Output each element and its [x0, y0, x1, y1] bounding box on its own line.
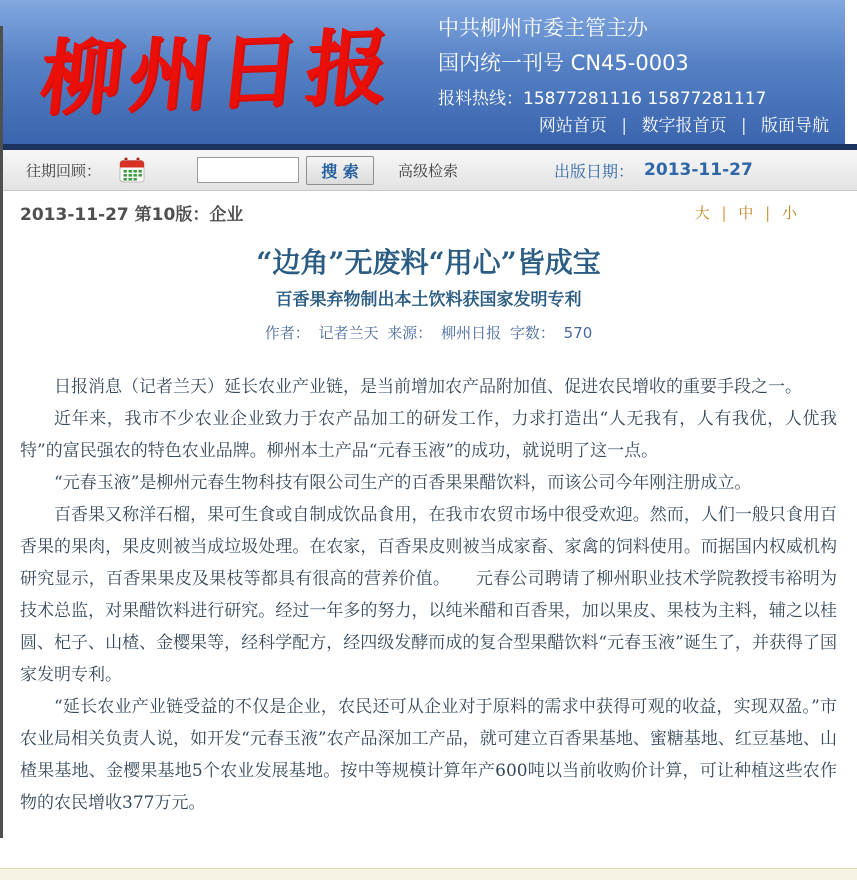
publish-date-label: 出版日期： [554, 161, 635, 181]
source-label: 来源： [387, 324, 433, 342]
author-label: 作者： [264, 324, 310, 342]
paragraph: 日报消息（记者兰天）延长农业产业链，是当前增加农产品附加值、促进农民增收的重要手段之一。 [54, 377, 802, 397]
article-subtitle: 百香果弃物制出本土饮料获国家发明专利 [275, 290, 582, 310]
article-meta-row [0, 191, 857, 225]
issn-line: 国内统一刊号 CN45-0003 [438, 51, 689, 75]
publish-date-value: 2013-11-27 [644, 160, 753, 180]
wordcount-value: 570 [563, 324, 593, 342]
article-title: “边角”无废料“用心”皆成宝 [256, 246, 601, 279]
nav-separator: | [621, 116, 628, 136]
font-size-large-button[interactable]: 大 [694, 204, 710, 222]
advanced-search-link[interactable]: 高级检索 [398, 161, 459, 180]
edition-meta: 2013-11-27 第10版：企业 [20, 205, 244, 225]
font-size-separator: | [721, 204, 727, 222]
font-size-medium-button[interactable]: 中 [738, 204, 754, 222]
paragraph: “元春玉液”是柳州元春生物科技有限公司生产的百香果果醋饮料，而该公司今年刚注册成立。 [54, 473, 752, 493]
nav-page-guide[interactable]: 版面导航 [761, 116, 829, 136]
author-value: 记者兰天 [318, 324, 379, 342]
nav-site-home[interactable]: 网站首页 [538, 116, 607, 136]
font-size-small-button[interactable]: 小 [781, 204, 797, 222]
paragraph: “延长农业产业链受益的不仅是企业，农民还可从企业对于原料的需求中获得可观的收益，实现双盈。”市农业局相关负责人说，如开发“元春玉液”农产品深加工产品，就可建立百香果基地、蜜糖基地、红豆基地、山楂果基地、金樱果基地5个农业发展基地。按中等规模计算年产600吨以当前收购价计算，可让种植这些农作物的农民增收377万元。 [20, 697, 837, 813]
article-content [0, 191, 857, 819]
article-byline [0, 322, 857, 343]
paragraph: 百香果又称洋石榴，果可生食或自制成饮品食用，在我市农贸市场中很受欢迎。然而，人们一般只食用百香果的果肉，果皮则被当成垃圾处理。在农家，百香果皮则被当成家畜、家禽的饲料使用。而据国内权威机构研究显示，百香果果皮及果枝等都具有很高的营养价值。 元春公司聘请了柳州职业技术学院教授韦裕明为技术总监，对果醋饮料进行研究。经过一年多的努力，以纯米醋和百香果，加以果皮、果枝为主料，辅之以桂圆、杞子、山楂、金樱果等，经科学配方，经四级发酵而成的复合型果醋饮料“元春玉液”诞生了，并获得了国家发明专利。 [20, 505, 837, 685]
sponsor-line: 中共柳州市委主管主办 [438, 16, 648, 40]
toolbar [0, 150, 857, 191]
calendar-icon[interactable] [119, 157, 145, 183]
page-bottom-edge [0, 868, 857, 880]
font-size-controls [695, 202, 797, 223]
top-nav [539, 111, 829, 136]
nav-separator: | [740, 116, 747, 136]
font-size-separator: | [765, 204, 771, 222]
search-input[interactable] [197, 157, 299, 183]
site-header [0, 0, 845, 144]
hotline-line: 报料热线：15877281116 15877281117 [438, 89, 767, 109]
nav-epaper-home[interactable]: 数字报首页 [641, 116, 727, 136]
search-button[interactable]: 搜 索 [306, 156, 374, 185]
source-value: 柳州日报 [441, 324, 502, 342]
article-body [0, 343, 857, 819]
newspaper-logo[interactable]: 柳州日报 [35, 18, 400, 128]
past-issues-label: 往期回顾： [26, 161, 102, 180]
paragraph: 近年来，我市不少农业企业致力于农产品加工的研发工作，力求打造出“人无我有，人有我优，人优我特”的富民强农的特色农业品牌。柳州本土产品“元春玉液”的成功，就说明了这一点。 [20, 409, 837, 461]
header-info [438, 12, 766, 109]
page-left-edge [0, 26, 3, 838]
wordcount-label: 字数： [509, 324, 555, 342]
